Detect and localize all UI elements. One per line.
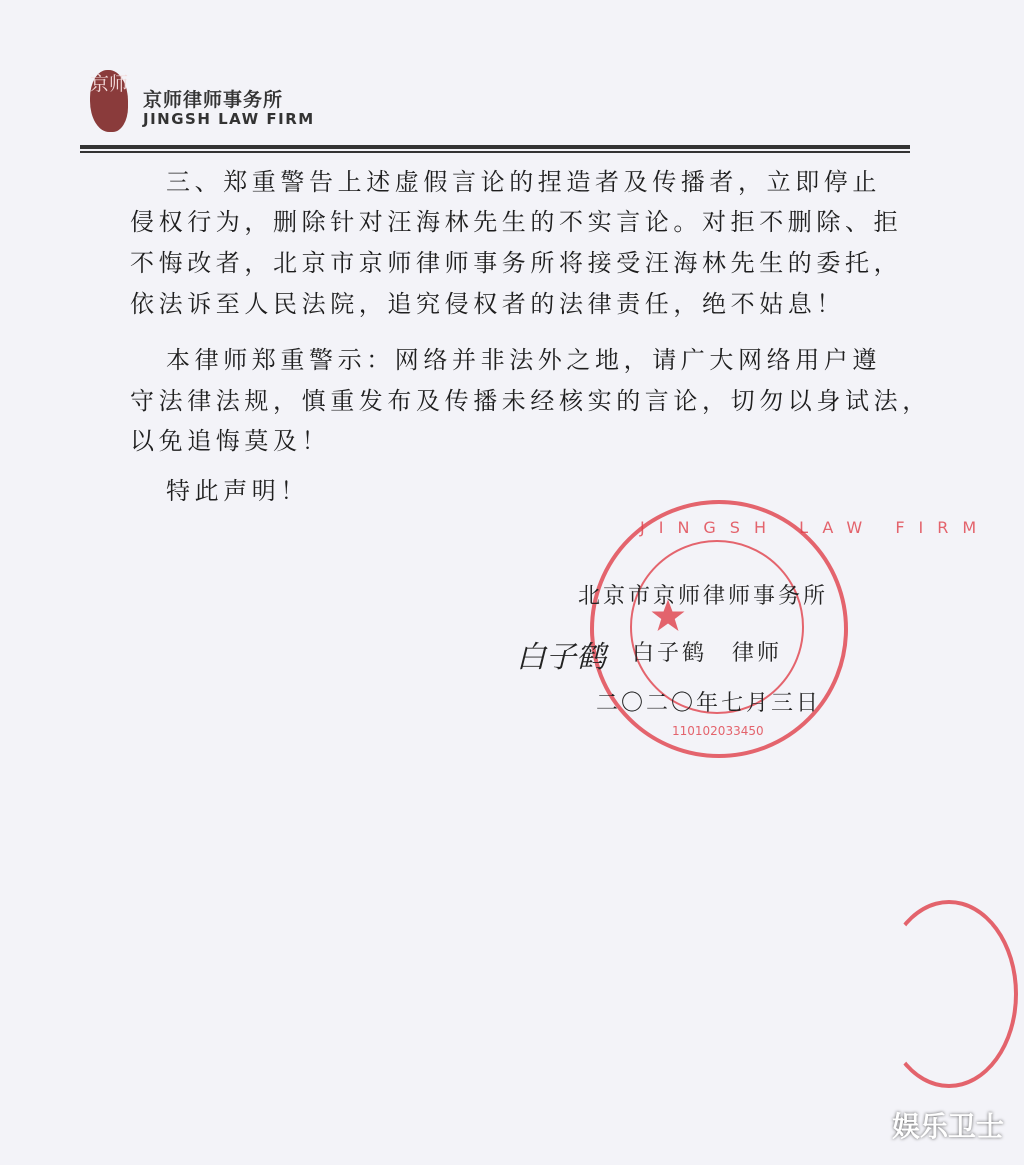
header-rule-thin [80,151,910,153]
logo-glyphs: 京师 [90,73,129,95]
signature-firm: 北京市京师律师事务所 [578,584,829,609]
paragraph2-line: 本律师郑重警示：网络并非法外之地，请广大网络用户遵 [166,346,881,374]
handwritten-signature: 白子鹤 [516,640,606,675]
paragraph1-line: 依法诉至人民法院，追究侵权者的法律责任，绝不姑息！ [130,290,845,318]
firm-name-cn: 京师律师事务所 [143,89,284,111]
paragraph1-line: 三、郑重警告上述虚假言论的捏造者及传播者，立即停止 [166,168,881,196]
stamp-number: 110102033450 [672,724,764,738]
stamp-top-text: JINGSH LAW FIRM [640,518,991,537]
paragraph2-line: 守法律法规，慎重发布及传播未经核实的言论，切勿以身试法， [130,387,931,415]
closing-line: 特此声明！ [166,477,309,505]
partial-stamp [880,900,1018,1088]
paragraph2-line: 以免追悔莫及！ [130,427,331,455]
firm-name-en: JINGSH LAW FIRM [143,110,315,128]
watermark: 娱乐卫士 [891,1110,1004,1143]
signature-lawyer: 白子鹤 律师 [632,641,783,666]
header-rule-thick [80,145,910,149]
firm-logo-seal [90,70,128,132]
paragraph1-line: 不悔改者，北京市京师律师事务所将接受汪海林先生的委托， [130,249,903,277]
paragraph1-line: 侵权行为，删除针对汪海林先生的不实言论。对拒不删除、拒 [130,208,903,236]
signature-date: 二〇二〇年七月三日 [596,691,822,716]
